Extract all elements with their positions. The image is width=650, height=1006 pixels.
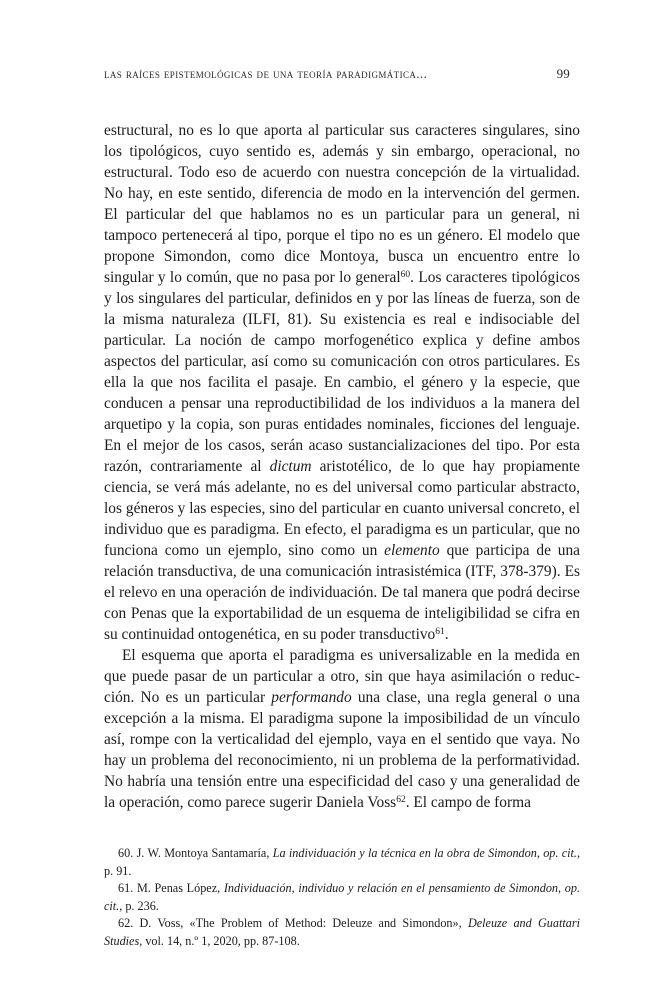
footnote-author: J. W. Montoya Santamaría, xyxy=(136,846,273,860)
footnote-pages: , vol. 14, n.º 1, 2020, pp. 87-108. xyxy=(139,933,300,948)
paragraph-1-text-a: estructural, no es lo que aporta al particular sus caracteres singulares, sino los tipológicos, cuyo sentido es, además y sin embargo, operacional, no estructural. Todo eso de acuerdo con nuestra concepción de la virtualidad. No hay, en este sentido, diferencia de modo en la intervención del germen. El particular del que hablamos no es un particular para un general, ni tampoco pertenecerá al tipo, porque el tipo no es un género. El modelo que propone Simondon, como dice Montoya, busca un encuentro entre lo singular y lo común, que no pasa por lo general xyxy=(104,122,580,286)
paragraph-2 xyxy=(104,645,580,813)
footnote-ref-61: 61 xyxy=(435,627,445,637)
footnote-author: D. Voss, «The Problem of Method: Deleuze and Simondon», xyxy=(139,916,468,930)
footnote-ref-60: 60 xyxy=(400,270,411,280)
running-header xyxy=(104,66,570,82)
footnote-60 xyxy=(104,845,580,880)
page-number: 99 xyxy=(556,66,570,81)
running-title: las raíces epistemológicas de una teoría paradigmática... xyxy=(104,66,428,81)
footnote-author: M. Penas López, xyxy=(136,881,224,895)
footnote-pages: , p. 91. xyxy=(104,846,581,878)
footnotes xyxy=(104,845,580,950)
footnote-number: 62. xyxy=(118,916,134,930)
footnote-ref-62: 62 xyxy=(396,795,406,805)
italic-dictum: dictum xyxy=(269,458,312,475)
paragraph-2-text-b: una clase, una regla general o una excepción a la misma. El paradigma supone la imposibilidad de un vínculo así, rompe con la verticalidad del ejemplo, vaya en el sentido que vaya. No hay un problema del reconocimiento, ni un problema de la performatividad. No habría una tensión entre una especificidad del caso y una generalidad de la operación, como parece sugerir Daniela Voss xyxy=(104,689,580,811)
paragraph-1-text-c: aristotélico, de lo que hay propiamente ciencia, se verá más adelante, no es del universal como particular abstracto, los géneros y las especies, sino del particular en cuanto universal concreto, el individuo que es paradigma. En efecto, el paradigma es un particular, que no funciona como un ejemplo, sino como un xyxy=(104,458,580,559)
paragraph-2-text-a: El esquema que aporta el paradigma es universalizable en la medida en que puede pasar de un particular a otro, sin que haya asimilación o reducción. No es un particular xyxy=(104,647,580,706)
paragraph-1-text-e: . xyxy=(444,626,449,643)
footnote-number: 60. xyxy=(118,846,134,860)
footnote-title: La individuación y la técnica en la obra de Simondon xyxy=(272,846,537,860)
footnote-62 xyxy=(104,915,580,950)
main-text xyxy=(104,120,580,813)
italic-performando: performando xyxy=(271,689,352,706)
paragraph-1-text-b: . Los caracteres tipológicos y los singulares del particular, definidos en y por las líneas de fuerza, son de la misma naturaleza (ILFI, 81). Su existencia es real e indisociable del particular. La noción de campo morfogenético explica y define ambos aspectos del particular, así como su comunicación con otros particulares. Es ella la que nos facilita el pasaje. En cambio, el género y la especie, que conducen a pensar una reproductibilidad de los individuos a la manera del arquetipo y la copia, son puras entidades nominales, ficciones del lenguaje. En el mejor de los casos, serán acaso sustancializaciones del tipo. Por esta razón, contrariamente al xyxy=(104,269,580,475)
footnote-number: 61. xyxy=(118,881,134,895)
footnote-pages: , p. 236. xyxy=(119,898,159,913)
paragraph-1-text-d: que participa de una relación transductiva, de una comunicación intrasistémica (ITF, 378-379). Es el relevo en una operación de individuación. De tal manera que podrá decirse con Penas que la exportabilidad de un esquema de inteligibilidad se cifra en su continuidad ontogenética, en su poder transductivo xyxy=(104,542,580,643)
italic-elemento: elemento xyxy=(384,542,440,559)
footnote-separator: , xyxy=(536,846,544,860)
footnote-separator: , xyxy=(558,881,565,895)
footnote-title: Individuación, individuo y relación en el pensamiento de Simondon xyxy=(223,881,559,895)
footnote-61 xyxy=(104,880,580,915)
footnote-ref: op. cit. xyxy=(543,846,577,860)
paragraph-1 xyxy=(104,120,580,645)
footnote-title: Deleuze and Guattari Studies xyxy=(104,916,580,948)
footnote-ref: op. cit. xyxy=(104,881,580,913)
paragraph-2-text-c: . El campo de forma xyxy=(405,794,531,811)
